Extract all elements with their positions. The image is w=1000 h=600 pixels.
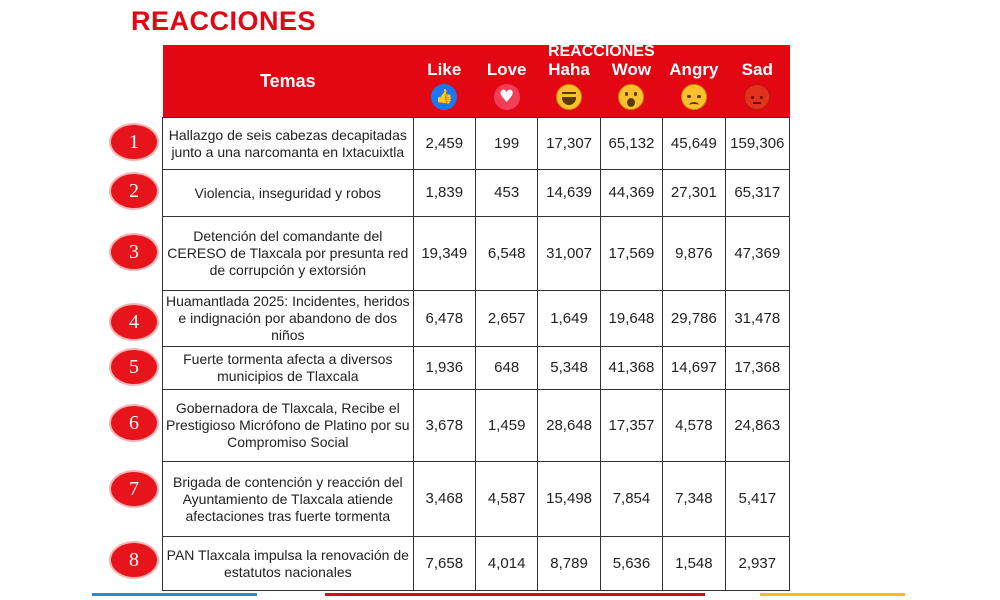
love-count: 6,548 — [475, 217, 537, 291]
table-header — [163, 45, 790, 118]
topic-cell: Brigada de contención y reacción del Ayuntamiento de Tlaxcala atiende afectaciones tras fuerte tormenta — [163, 462, 414, 537]
wow-count: 5,636 — [600, 537, 662, 591]
love-count: 453 — [475, 170, 537, 217]
topic-cell: Fuerte tormenta afecta a diversos municipios de Tlaxcala — [163, 347, 414, 390]
angry-count: 4,578 — [663, 390, 725, 462]
footer-accent-blue — [92, 593, 257, 596]
wow-count: 65,132 — [600, 118, 662, 170]
table-row — [163, 347, 790, 390]
wow-count: 41,368 — [600, 347, 662, 390]
love-count: 4,014 — [475, 537, 537, 591]
column-label: Love — [486, 60, 527, 80]
footer-accent-yellow — [760, 593, 905, 596]
rank-badge: 3 — [111, 235, 157, 269]
topics-header: Temas — [163, 45, 414, 118]
haha-count: 31,007 — [538, 217, 600, 291]
table-row — [163, 118, 790, 170]
topic-cell: PAN Tlaxcala impulsa la renovación de estatutos nacionales — [163, 537, 414, 591]
angry-count: 9,876 — [663, 217, 725, 291]
haha-icon — [556, 84, 582, 110]
love-count: 2,657 — [475, 291, 537, 347]
angry-count: 7,348 — [663, 462, 725, 537]
column-label: Wow — [611, 60, 652, 80]
topic-cell: Hallazgo de seis cabezas decapitadas junto a una narcomanta en Ixtacuixtla — [163, 118, 414, 170]
column-label: Haha — [548, 60, 590, 80]
like-count: 2,459 — [413, 118, 475, 170]
table-row — [163, 170, 790, 217]
column-header-angry — [663, 59, 725, 117]
like-count: 1,936 — [413, 347, 475, 390]
like-count: 3,678 — [413, 390, 475, 462]
wow-count: 19,648 — [600, 291, 662, 347]
love-count: 4,587 — [475, 462, 537, 537]
column-header-love — [475, 59, 537, 117]
haha-count: 28,648 — [538, 390, 600, 462]
haha-count: 1,649 — [538, 291, 600, 347]
column-label: Angry — [669, 60, 719, 80]
page-title: REACCIONES — [131, 6, 317, 36]
angry-count: 29,786 — [663, 291, 725, 347]
rank-badge: 5 — [111, 350, 157, 384]
table-row — [163, 217, 790, 291]
like-count: 7,658 — [413, 537, 475, 591]
like-count: 1,839 — [413, 170, 475, 217]
love-icon — [494, 84, 520, 110]
angry-icon — [681, 84, 707, 110]
haha-count: 17,307 — [538, 118, 600, 170]
like-icon — [431, 84, 457, 110]
column-header-sad — [725, 59, 789, 117]
love-count: 648 — [475, 347, 537, 390]
sad-count: 2,937 — [725, 537, 789, 591]
sad-count: 47,369 — [725, 217, 789, 291]
column-header-wow — [600, 59, 662, 117]
sad-count: 65,317 — [725, 170, 789, 217]
haha-count: 8,789 — [538, 537, 600, 591]
footer-accent-red — [325, 593, 705, 596]
angry-count: 27,301 — [663, 170, 725, 217]
rank-badge: 6 — [111, 406, 157, 440]
angry-count: 14,697 — [663, 347, 725, 390]
angry-count: 1,548 — [663, 537, 725, 591]
wow-count: 7,854 — [600, 462, 662, 537]
wow-count: 44,369 — [600, 170, 662, 217]
reactions-group-header: REACCIONES — [413, 45, 789, 59]
sad-count: 17,368 — [725, 347, 789, 390]
topic-cell: Gobernadora de Tlaxcala, Recibe el Prestigioso Micrófono de Platino por su Compromiso Social — [163, 390, 414, 462]
sad-count: 24,863 — [725, 390, 789, 462]
haha-count: 5,348 — [538, 347, 600, 390]
column-header-haha — [538, 59, 600, 117]
rank-badge: 1 — [111, 125, 157, 159]
table-row — [163, 291, 790, 347]
column-label: Sad — [741, 60, 773, 80]
table-row — [163, 462, 790, 537]
rank-badge: 2 — [111, 174, 157, 208]
like-count: 19,349 — [413, 217, 475, 291]
rank-badge: 7 — [111, 472, 157, 506]
love-count: 1,459 — [475, 390, 537, 462]
wow-count: 17,357 — [600, 390, 662, 462]
love-count: 199 — [475, 118, 537, 170]
angry-count: 45,649 — [663, 118, 725, 170]
haha-count: 15,498 — [538, 462, 600, 537]
like-count: 3,468 — [413, 462, 475, 537]
topic-cell: Huamantlada 2025: Incidentes, heridos e indignación por abandono de dos niños — [163, 291, 414, 347]
sad-count: 5,417 — [725, 462, 789, 537]
sad-icon — [744, 84, 770, 110]
column-header-like — [413, 59, 475, 117]
rank-badge: 8 — [111, 543, 157, 577]
table-row — [163, 390, 790, 462]
sad-count: 159,306 — [725, 118, 789, 170]
sad-count: 31,478 — [725, 291, 789, 347]
topic-cell: Detención del comandante del CERESO de Tlaxcala por presunta red de corrupción y extorsión — [163, 217, 414, 291]
topic-cell: Violencia, inseguridad y robos — [163, 170, 414, 217]
wow-icon — [618, 84, 644, 110]
table-row — [163, 537, 790, 591]
haha-count: 14,639 — [538, 170, 600, 217]
rank-badge: 4 — [111, 305, 157, 339]
like-count: 6,478 — [413, 291, 475, 347]
column-label: Like — [427, 60, 462, 80]
wow-count: 17,569 — [600, 217, 662, 291]
reactions-table — [162, 45, 790, 591]
